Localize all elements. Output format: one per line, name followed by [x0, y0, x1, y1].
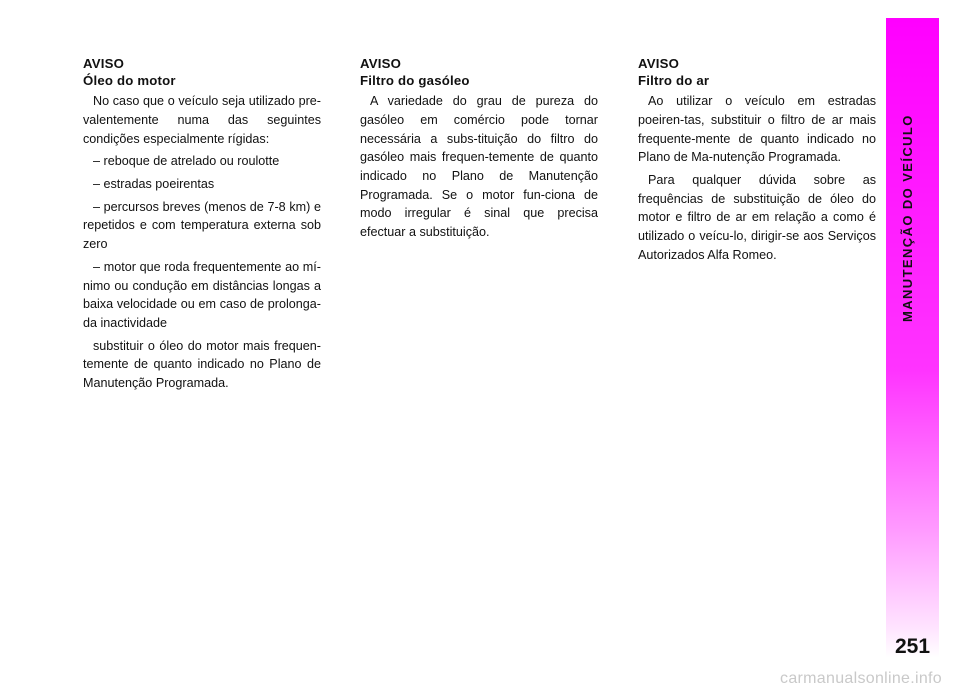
list-item: – reboque de atrelado ou roulotte: [93, 154, 280, 169]
chapter-sidebar: [886, 18, 939, 658]
paragraph: No caso que o veículo seja utilizado pre-valentemente numa das seguintes condições especialmente rígidas:: [83, 94, 321, 146]
paragraph: substituir o óleo do motor mais frequen-temente de quanto indicado no Plano de Manutenção Programada.: [83, 338, 321, 391]
list-item: – percursos breves (menos de 7-8 km) e repetidos e com temperatura externa sob zero: [83, 199, 321, 252]
section-label: AVISO: [638, 56, 680, 71]
list-item: – estradas poeirentas: [93, 177, 215, 191]
section-label: AVISO: [360, 56, 402, 71]
section-title: Filtro do ar: [638, 72, 710, 88]
section-filtro-do-gasoleo: [360, 56, 598, 246]
chapter-title: MANUTENÇÃO DO VEÍCULO: [900, 114, 915, 322]
page-number: 251: [894, 635, 931, 658]
section-title: Filtro do gasóleo: [360, 72, 470, 88]
watermark: carmanualsonline.info: [780, 670, 942, 687]
section-filtro-do-ar: [638, 56, 876, 269]
section-oleo-do-motor: [83, 56, 321, 397]
paragraph: A variedade do grau de pureza do gasóleo em comércio pode tornar necessária a subs-tituição do filtro do gasóleo mais frequen-temente de quanto indicado no Plano de Manutenção Programada. Se o motor fun-ciona de modo irregular é sinal que precisa efectuar a substituição.: [360, 94, 598, 240]
section-title: Óleo do motor: [83, 72, 176, 88]
list-item: – motor que roda frequentemente ao mí-nimo ou condução em distâncias longas a baixa velocidade ou em caso de prolonga-da inactividade: [83, 259, 321, 330]
paragraph: Ao utilizar o veículo em estradas poeiren-tas, substituir o filtro de ar mais frequente-mente de quanto indicado no Plano de Ma-nutenção Programada.: [638, 94, 876, 165]
section-label: AVISO: [83, 56, 125, 71]
paragraph: Para qualquer dúvida sobre as frequências de substituição de óleo do motor e filtro de ar em relação a como é utilizado o veícu-lo, dirigir-se aos Serviços Autorizados Alfa Romeo.: [638, 173, 876, 262]
